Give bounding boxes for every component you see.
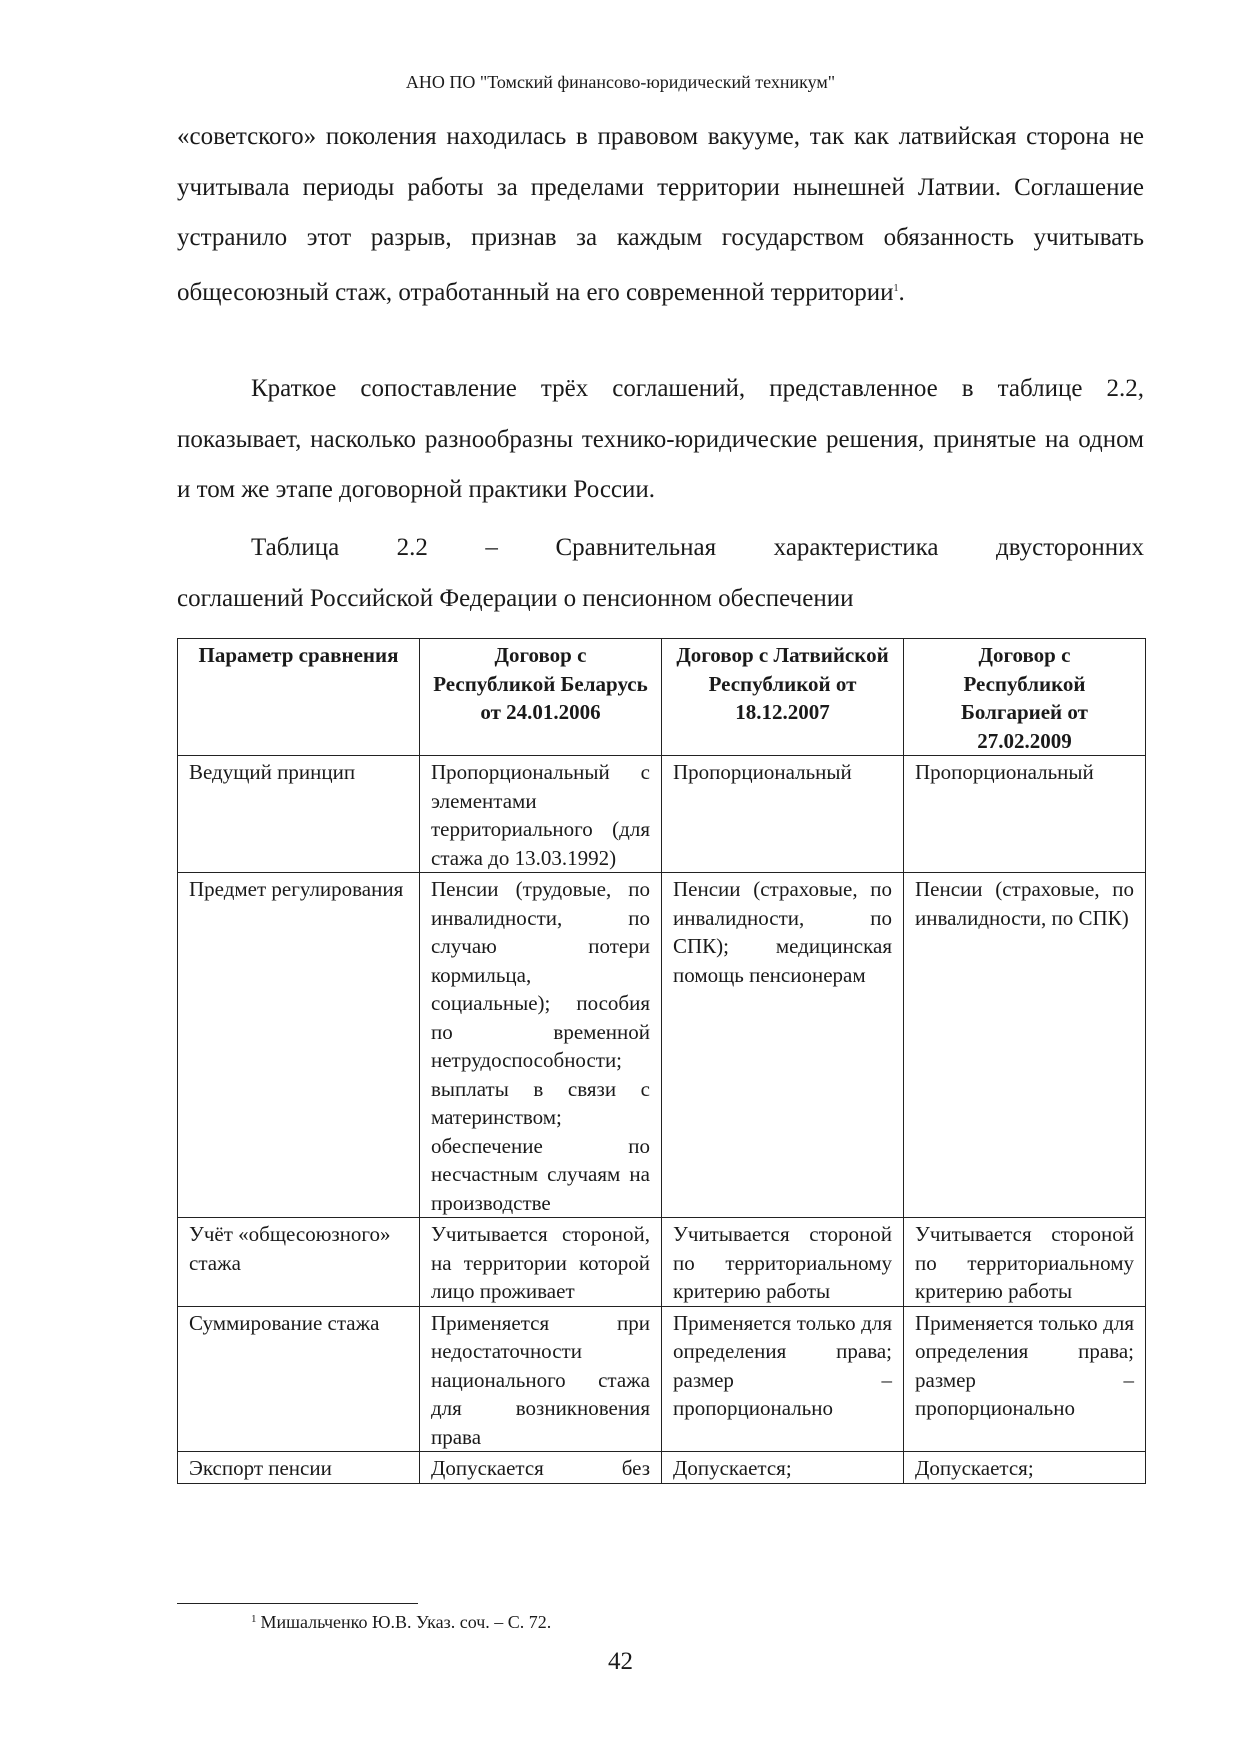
cell-bulgaria: Пропорциональный [904,756,1146,873]
table-caption-line-1: Таблица 2.2 – Сравнительная характеристика двусторонних [251,534,1144,561]
footnote-reference: 1 [893,282,899,294]
paragraph-1-text: «советского» поколения находилась в правовом вакууме, так как латвийская сторона не учитывала периоды работы за пределами территории нынешней Латвии. Соглашение устранило этот разрыв, признав за каждым государством обязанность учитывать общесоюзный стаж, отработанный на его современной территории [177,123,1144,306]
header-latvia: Договор с Латвийской Республикой от 18.12.2007 [662,639,904,756]
paragraph-2: Краткое сопоставление трёх соглашений, представленное в таблице 2.2, показывает, насколько разнообразны технико-юридические решения, принятые на одном и том же этапе договорной практики России. [177,375,1144,503]
cell-parameter: Экспорт пенсии [178,1452,420,1484]
paragraph-1-end: . [898,278,905,306]
cell-belarus: Пропорциональный с элементами территориального (для стажа до 13.03.1992) [420,756,662,873]
header-bulgaria: Договор с Республикой Болгарией от 27.02.2009 [904,639,1146,756]
comparison-table [177,638,1146,1484]
footnote-separator [177,1603,418,1604]
header-belarus: Договор с Республикой Беларусь от 24.01.2006 [420,639,662,756]
cell-belarus: Допускается без [420,1452,662,1484]
cell-latvia: Пропорциональный [662,756,904,873]
cell-bulgaria: Допускается; [904,1452,1146,1484]
cell-parameter: Предмет регулирования [178,873,420,1218]
cell-belarus: Применяется при недостаточности национального стажа для возникновения права [420,1306,662,1452]
footnote [251,1607,551,1634]
page-number: 42 [608,1648,633,1675]
footnote-number: 1 [251,1613,257,1625]
cell-latvia: Пенсии (страховые, по инвалидности, по СПК); медицинская помощь пенсионерам [662,873,904,1218]
page-header: АНО ПО "Томский финансово-юридический техникум" [405,72,836,92]
cell-parameter: Суммирование стажа [178,1306,420,1452]
table-caption-line-2: соглашений Российской Федерации о пенсионном обеспечении [177,584,854,612]
cell-bulgaria: Учитывается стороной по территориальному критерию работы [904,1218,1146,1307]
table-row [178,1452,1146,1484]
cell-latvia: Допускается; [662,1452,904,1484]
cell-parameter: Учёт «общесоюзного» стажа [178,1218,420,1307]
table-caption [177,523,1144,624]
paragraph-1 [177,112,1144,318]
header-parameter: Параметр сравнения [178,639,420,756]
table-row [178,756,1146,873]
cell-bulgaria: Применяется только для определения права; размер – пропорционально [904,1306,1146,1452]
cell-belarus: Пенсии (трудовые, по инвалидности, по случаю потери кормильца, социальные); пособия по временной нетрудоспособности; выплаты в связи с материнством; обеспечение по несчастным случаям на производстве [420,873,662,1218]
table-header-row [178,639,1146,756]
table-row [178,1306,1146,1452]
cell-parameter: Ведущий принцип [178,756,420,873]
cell-latvia: Учитывается стороной по территориальному критерию работы [662,1218,904,1307]
table-row [178,873,1146,1218]
footnote-text: Мишальченко Ю.В. Указ. соч. – С. 72. [260,1612,552,1632]
table-row [178,1218,1146,1307]
cell-latvia: Применяется только для определения права; размер – пропорционально [662,1306,904,1452]
cell-belarus: Учитывается стороной, на территории которой лицо проживает [420,1218,662,1307]
cell-bulgaria: Пенсии (страховые, по инвалидности, по СПК) [904,873,1146,1218]
